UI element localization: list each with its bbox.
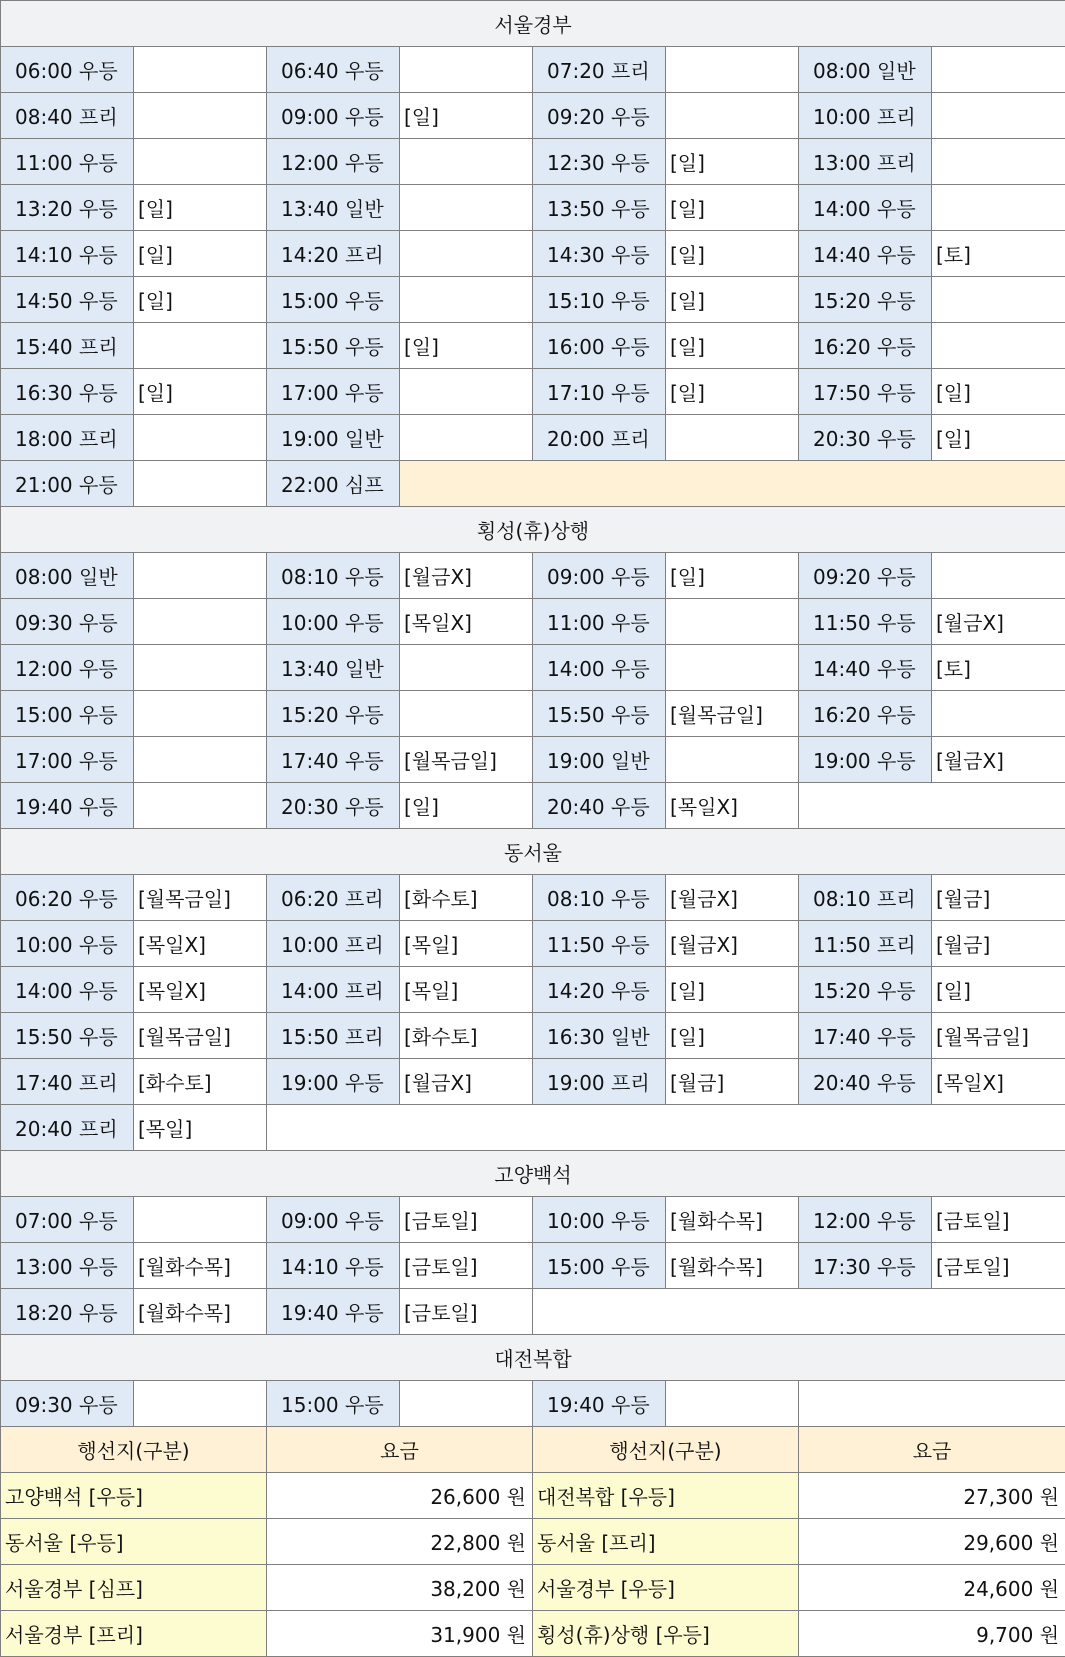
departure-time: 14:20 우등 — [533, 967, 666, 1013]
day-condition: [월목금일] — [400, 737, 533, 783]
schedule-row — [1, 921, 1065, 967]
departure-time: 19:00 우등 — [267, 1059, 400, 1105]
day-condition: [월목금일] — [666, 691, 799, 737]
departure-time: 17:10 우등 — [533, 369, 666, 415]
departure-time: 06:40 우등 — [267, 47, 400, 93]
departure-time: 15:20 우등 — [267, 691, 400, 737]
day-condition: [목일] — [400, 967, 533, 1013]
day-condition — [666, 93, 799, 139]
fare-destination: 고양백석 [우등] — [1, 1473, 267, 1519]
day-condition: [토] — [932, 645, 1065, 691]
departure-time: 14:40 우등 — [799, 231, 932, 277]
day-condition: [일] — [400, 93, 533, 139]
day-condition — [134, 553, 267, 599]
departure-time: 19:00 일반 — [267, 415, 400, 461]
day-condition — [134, 47, 267, 93]
departure-time: 15:40 프리 — [1, 323, 134, 369]
fare-destination: 횡성(휴)상행 [우등] — [533, 1611, 799, 1657]
day-condition: [목일X] — [134, 921, 267, 967]
departure-time: 18:20 우등 — [1, 1289, 134, 1335]
departure-time: 11:50 우등 — [533, 921, 666, 967]
day-condition: [일] — [666, 1013, 799, 1059]
departure-time: 10:00 우등 — [267, 599, 400, 645]
day-condition: [월금] — [932, 921, 1065, 967]
departure-time: 10:00 우등 — [1, 921, 134, 967]
departure-time: 17:50 우등 — [799, 369, 932, 415]
day-condition — [400, 185, 533, 231]
day-condition: [일] — [666, 967, 799, 1013]
departure-time: 16:20 우등 — [799, 691, 932, 737]
departure-time: 19:40 우등 — [533, 1381, 666, 1427]
day-condition: [월금] — [666, 1059, 799, 1105]
departure-time: 16:30 우등 — [1, 369, 134, 415]
departure-time: 19:40 우등 — [267, 1289, 400, 1335]
departure-time: 15:00 우등 — [267, 277, 400, 323]
day-condition — [932, 277, 1065, 323]
day-condition — [400, 415, 533, 461]
departure-time: 16:20 우등 — [799, 323, 932, 369]
departure-time: 14:00 우등 — [533, 645, 666, 691]
day-condition: [화수토] — [400, 1013, 533, 1059]
schedule-row — [1, 323, 1065, 369]
day-condition: [월목금일] — [932, 1013, 1065, 1059]
departure-time: 14:00 우등 — [1, 967, 134, 1013]
day-condition: [금토일] — [932, 1197, 1065, 1243]
day-condition — [134, 93, 267, 139]
departure-time: 14:10 우등 — [1, 231, 134, 277]
departure-time: 13:40 일반 — [267, 645, 400, 691]
departure-time: 10:00 우등 — [533, 1197, 666, 1243]
day-condition: [금토일] — [932, 1243, 1065, 1289]
day-condition: [월금X] — [932, 599, 1065, 645]
departure-time: 22:00 심프 — [267, 461, 400, 507]
fare-header-row — [1, 1427, 1065, 1473]
section-title: 횡성(휴)상행 — [1, 507, 1065, 553]
departure-time: 11:50 프리 — [799, 921, 932, 967]
departure-time: 20:40 우등 — [799, 1059, 932, 1105]
fare-price: 38,200 원 — [267, 1565, 533, 1611]
schedule-row — [1, 1059, 1065, 1105]
departure-time: 14:00 프리 — [267, 967, 400, 1013]
fare-destination: 동서울 [프리] — [533, 1519, 799, 1565]
departure-time: 15:50 우등 — [1, 1013, 134, 1059]
day-condition: [화수토] — [134, 1059, 267, 1105]
day-condition — [666, 47, 799, 93]
departure-time: 08:00 일반 — [1, 553, 134, 599]
departure-time: 17:40 우등 — [799, 1013, 932, 1059]
departure-time: 08:10 우등 — [533, 875, 666, 921]
day-condition — [400, 139, 533, 185]
departure-time: 12:00 우등 — [267, 139, 400, 185]
schedule-row — [1, 415, 1065, 461]
departure-time: 14:10 우등 — [267, 1243, 400, 1289]
section-title: 대전복합 — [1, 1335, 1065, 1381]
departure-time: 15:00 우등 — [1, 691, 134, 737]
fare-destination-header: 행선지(구분) — [1, 1427, 267, 1473]
section-title: 서울경부 — [1, 1, 1065, 47]
day-condition: [일] — [134, 369, 267, 415]
day-condition: [목일X] — [134, 967, 267, 1013]
schedule-row — [1, 185, 1065, 231]
fare-destination-header: 행선지(구분) — [533, 1427, 799, 1473]
fare-row — [1, 1611, 1065, 1657]
departure-time: 15:10 우등 — [533, 277, 666, 323]
schedule-row — [1, 277, 1065, 323]
departure-time: 13:00 프리 — [799, 139, 932, 185]
departure-time: 07:00 우등 — [1, 1197, 134, 1243]
departure-time: 09:00 우등 — [533, 553, 666, 599]
fare-destination: 대전복합 [우등] — [533, 1473, 799, 1519]
departure-time: 06:20 우등 — [1, 875, 134, 921]
day-condition: [일] — [666, 369, 799, 415]
day-condition — [932, 185, 1065, 231]
departure-time: 15:50 우등 — [533, 691, 666, 737]
day-condition: [목일] — [134, 1105, 267, 1151]
fare-row — [1, 1473, 1065, 1519]
schedule-row — [1, 967, 1065, 1013]
departure-time: 19:40 우등 — [1, 783, 134, 829]
day-condition — [134, 691, 267, 737]
day-condition: [월화수목] — [134, 1243, 267, 1289]
day-condition: [금토일] — [400, 1243, 533, 1289]
departure-time: 09:20 우등 — [799, 553, 932, 599]
day-condition: [일] — [400, 323, 533, 369]
departure-time: 17:00 우등 — [267, 369, 400, 415]
day-condition: [일] — [932, 369, 1065, 415]
day-condition — [932, 323, 1065, 369]
schedule-row — [1, 47, 1065, 93]
day-condition: [화수토] — [400, 875, 533, 921]
day-condition — [134, 1197, 267, 1243]
section-title: 고양백석 — [1, 1151, 1065, 1197]
schedule-row — [1, 553, 1065, 599]
day-condition: [목일X] — [932, 1059, 1065, 1105]
departure-time: 19:00 일반 — [533, 737, 666, 783]
day-condition: [월목금일] — [134, 1013, 267, 1059]
schedule-row — [1, 461, 1065, 507]
schedule-row — [1, 875, 1065, 921]
departure-time: 08:10 프리 — [799, 875, 932, 921]
schedule-row — [1, 369, 1065, 415]
day-condition: [일] — [666, 323, 799, 369]
departure-time: 20:30 우등 — [267, 783, 400, 829]
day-condition — [134, 599, 267, 645]
departure-time: 19:00 우등 — [799, 737, 932, 783]
day-condition — [134, 1381, 267, 1427]
departure-time: 20:30 우등 — [799, 415, 932, 461]
day-condition — [400, 369, 533, 415]
departure-time: 10:00 프리 — [799, 93, 932, 139]
departure-time: 12:00 우등 — [1, 645, 134, 691]
fare-row — [1, 1565, 1065, 1611]
departure-time: 08:00 일반 — [799, 47, 932, 93]
day-condition — [134, 645, 267, 691]
departure-time: 06:20 프리 — [267, 875, 400, 921]
day-condition: [일] — [134, 185, 267, 231]
schedule-row — [1, 1243, 1065, 1289]
day-condition: [목일X] — [666, 783, 799, 829]
departure-time: 09:00 우등 — [267, 1197, 400, 1243]
departure-time: 13:50 우등 — [533, 185, 666, 231]
section-header-row — [1, 507, 1065, 553]
departure-time: 15:00 우등 — [533, 1243, 666, 1289]
schedule-row — [1, 737, 1065, 783]
departure-time: 16:00 우등 — [533, 323, 666, 369]
schedule-row — [1, 93, 1065, 139]
departure-time: 19:00 프리 — [533, 1059, 666, 1105]
day-condition — [932, 93, 1065, 139]
day-condition: [일] — [134, 231, 267, 277]
day-condition — [400, 691, 533, 737]
day-condition: [일] — [666, 553, 799, 599]
departure-time: 17:30 우등 — [799, 1243, 932, 1289]
departure-time: 11:00 우등 — [533, 599, 666, 645]
section-title: 동서울 — [1, 829, 1065, 875]
day-condition — [400, 1381, 533, 1427]
day-condition — [134, 323, 267, 369]
day-condition: [일] — [666, 185, 799, 231]
departure-time: 17:40 우등 — [267, 737, 400, 783]
departure-time: 20:40 우등 — [533, 783, 666, 829]
day-condition — [400, 47, 533, 93]
section-header-row — [1, 1151, 1065, 1197]
fare-price: 31,900 원 — [267, 1611, 533, 1657]
departure-time: 14:40 우등 — [799, 645, 932, 691]
departure-time: 12:30 우등 — [533, 139, 666, 185]
departure-time: 20:00 프리 — [533, 415, 666, 461]
day-condition — [400, 645, 533, 691]
schedule-row — [1, 1013, 1065, 1059]
departure-time: 06:00 우등 — [1, 47, 134, 93]
day-condition — [134, 415, 267, 461]
day-condition: [월화수목] — [134, 1289, 267, 1335]
day-condition: [일] — [932, 967, 1065, 1013]
departure-time: 14:20 프리 — [267, 231, 400, 277]
departure-time: 09:20 우등 — [533, 93, 666, 139]
departure-time: 08:10 우등 — [267, 553, 400, 599]
day-condition: [월화수목] — [666, 1197, 799, 1243]
schedule-row — [1, 1105, 1065, 1151]
departure-time: 09:30 우등 — [1, 599, 134, 645]
fare-price: 29,600 원 — [799, 1519, 1065, 1565]
departure-time: 11:50 우등 — [799, 599, 932, 645]
departure-time: 18:00 프리 — [1, 415, 134, 461]
schedule-row — [1, 1197, 1065, 1243]
empty-cell — [533, 1289, 1065, 1335]
day-condition — [666, 415, 799, 461]
schedule-row — [1, 231, 1065, 277]
departure-time: 07:20 프리 — [533, 47, 666, 93]
day-condition: [월금X] — [400, 1059, 533, 1105]
departure-time: 14:50 우등 — [1, 277, 134, 323]
departure-time: 09:30 우등 — [1, 1381, 134, 1427]
fare-price: 26,600 원 — [267, 1473, 533, 1519]
day-condition: [목일X] — [400, 599, 533, 645]
departure-time: 17:40 프리 — [1, 1059, 134, 1105]
day-condition: [월목금일] — [134, 875, 267, 921]
day-condition — [666, 645, 799, 691]
day-condition: [토] — [932, 231, 1065, 277]
day-condition — [666, 599, 799, 645]
day-condition: [목일] — [400, 921, 533, 967]
schedule-row — [1, 599, 1065, 645]
fare-destination: 동서울 [우등] — [1, 1519, 267, 1565]
section-header-row — [1, 829, 1065, 875]
fare-destination: 서울경부 [우등] — [533, 1565, 799, 1611]
fare-price: 9,700 원 — [799, 1611, 1065, 1657]
day-condition: [금토일] — [400, 1289, 533, 1335]
departure-time: 17:00 우등 — [1, 737, 134, 783]
fare-destination: 서울경부 [심프] — [1, 1565, 267, 1611]
day-condition: [일] — [400, 783, 533, 829]
day-condition — [134, 461, 267, 507]
departure-time: 16:30 일반 — [533, 1013, 666, 1059]
day-condition: [일] — [134, 277, 267, 323]
departure-time: 09:00 우등 — [267, 93, 400, 139]
schedule-row — [1, 783, 1065, 829]
fare-destination: 서울경부 [프리] — [1, 1611, 267, 1657]
departure-time: 15:00 우등 — [267, 1381, 400, 1427]
day-condition — [666, 737, 799, 783]
schedule-row — [1, 1381, 1065, 1427]
fare-price-header: 요금 — [267, 1427, 533, 1473]
day-condition — [666, 1381, 799, 1427]
fare-price: 24,600 원 — [799, 1565, 1065, 1611]
fare-price-header: 요금 — [799, 1427, 1065, 1473]
fare-price: 27,300 원 — [799, 1473, 1065, 1519]
day-condition: [일] — [666, 139, 799, 185]
departure-time: 15:50 우등 — [267, 323, 400, 369]
day-condition: [월금X] — [666, 921, 799, 967]
day-condition — [400, 231, 533, 277]
day-condition — [134, 139, 267, 185]
section-header-row — [1, 1335, 1065, 1381]
departure-time: 15:50 프리 — [267, 1013, 400, 1059]
day-condition — [932, 47, 1065, 93]
empty-cell — [799, 1381, 1065, 1427]
day-condition — [400, 277, 533, 323]
departure-time: 14:00 우등 — [799, 185, 932, 231]
day-condition — [932, 139, 1065, 185]
section-header-row — [1, 1, 1065, 47]
day-condition — [134, 737, 267, 783]
empty-cell — [799, 783, 1065, 829]
empty-cell — [267, 1105, 1065, 1151]
schedule-row — [1, 139, 1065, 185]
departure-time: 21:00 우등 — [1, 461, 134, 507]
departure-time: 10:00 프리 — [267, 921, 400, 967]
day-condition: [월금X] — [666, 875, 799, 921]
schedule-row — [1, 1289, 1065, 1335]
day-condition: [금토일] — [400, 1197, 533, 1243]
day-condition — [932, 691, 1065, 737]
day-condition: [일] — [932, 415, 1065, 461]
day-condition: [일] — [666, 277, 799, 323]
empty-cell — [400, 461, 1065, 507]
departure-time: 13:00 우등 — [1, 1243, 134, 1289]
departure-time: 15:20 우등 — [799, 967, 932, 1013]
day-condition: [월금X] — [932, 737, 1065, 783]
departure-time: 12:00 우등 — [799, 1197, 932, 1243]
day-condition — [134, 783, 267, 829]
day-condition: [월금X] — [400, 553, 533, 599]
departure-time: 15:20 우등 — [799, 277, 932, 323]
schedule-row — [1, 691, 1065, 737]
departure-time: 13:40 일반 — [267, 185, 400, 231]
day-condition: [월화수목] — [666, 1243, 799, 1289]
departure-time: 14:30 우등 — [533, 231, 666, 277]
day-condition — [932, 553, 1065, 599]
departure-time: 11:00 우등 — [1, 139, 134, 185]
departure-time: 08:40 프리 — [1, 93, 134, 139]
departure-time: 20:40 프리 — [1, 1105, 134, 1151]
day-condition: [월금] — [932, 875, 1065, 921]
fare-row — [1, 1519, 1065, 1565]
day-condition: [일] — [666, 231, 799, 277]
fare-price: 22,800 원 — [267, 1519, 533, 1565]
schedule-row — [1, 645, 1065, 691]
departure-time: 13:20 우등 — [1, 185, 134, 231]
